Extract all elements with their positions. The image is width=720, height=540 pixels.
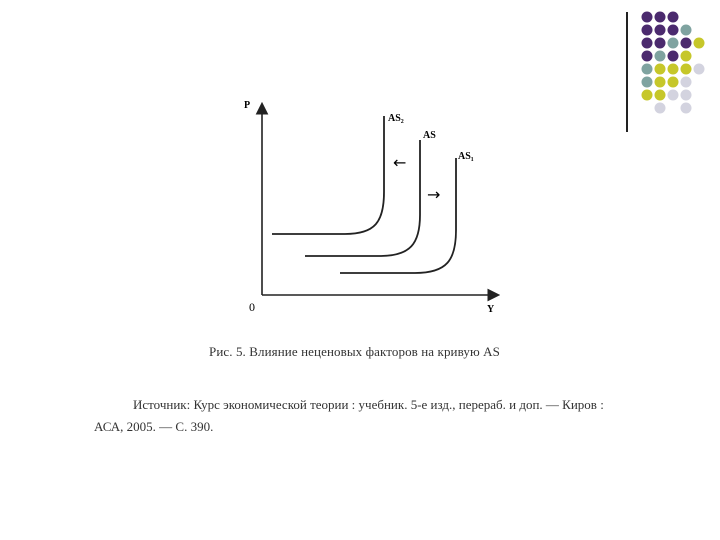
figure-caption: Рис. 5. Влияние неценовых факторов на кривую AS xyxy=(209,344,500,359)
shift-left-arrow: ← xyxy=(393,153,407,172)
y-axis-label: P xyxy=(244,100,251,111)
x-axis-label: Y xyxy=(487,304,495,315)
source-line-2: АСА, 2005. — С. 390. xyxy=(94,419,214,434)
curve-label-as1: AS₁ xyxy=(458,151,474,162)
curve-label-as: AS xyxy=(423,130,436,141)
curve-as2 xyxy=(272,116,384,234)
shift-right-arrow: → xyxy=(427,185,441,204)
source-line-1: Источник: Курс экономической теории : учебник. 5-е изд., перераб. и доп. — Киров : xyxy=(133,397,604,412)
origin-label: 0 xyxy=(249,300,255,314)
curve-label-as2: AS₂ xyxy=(388,113,404,124)
